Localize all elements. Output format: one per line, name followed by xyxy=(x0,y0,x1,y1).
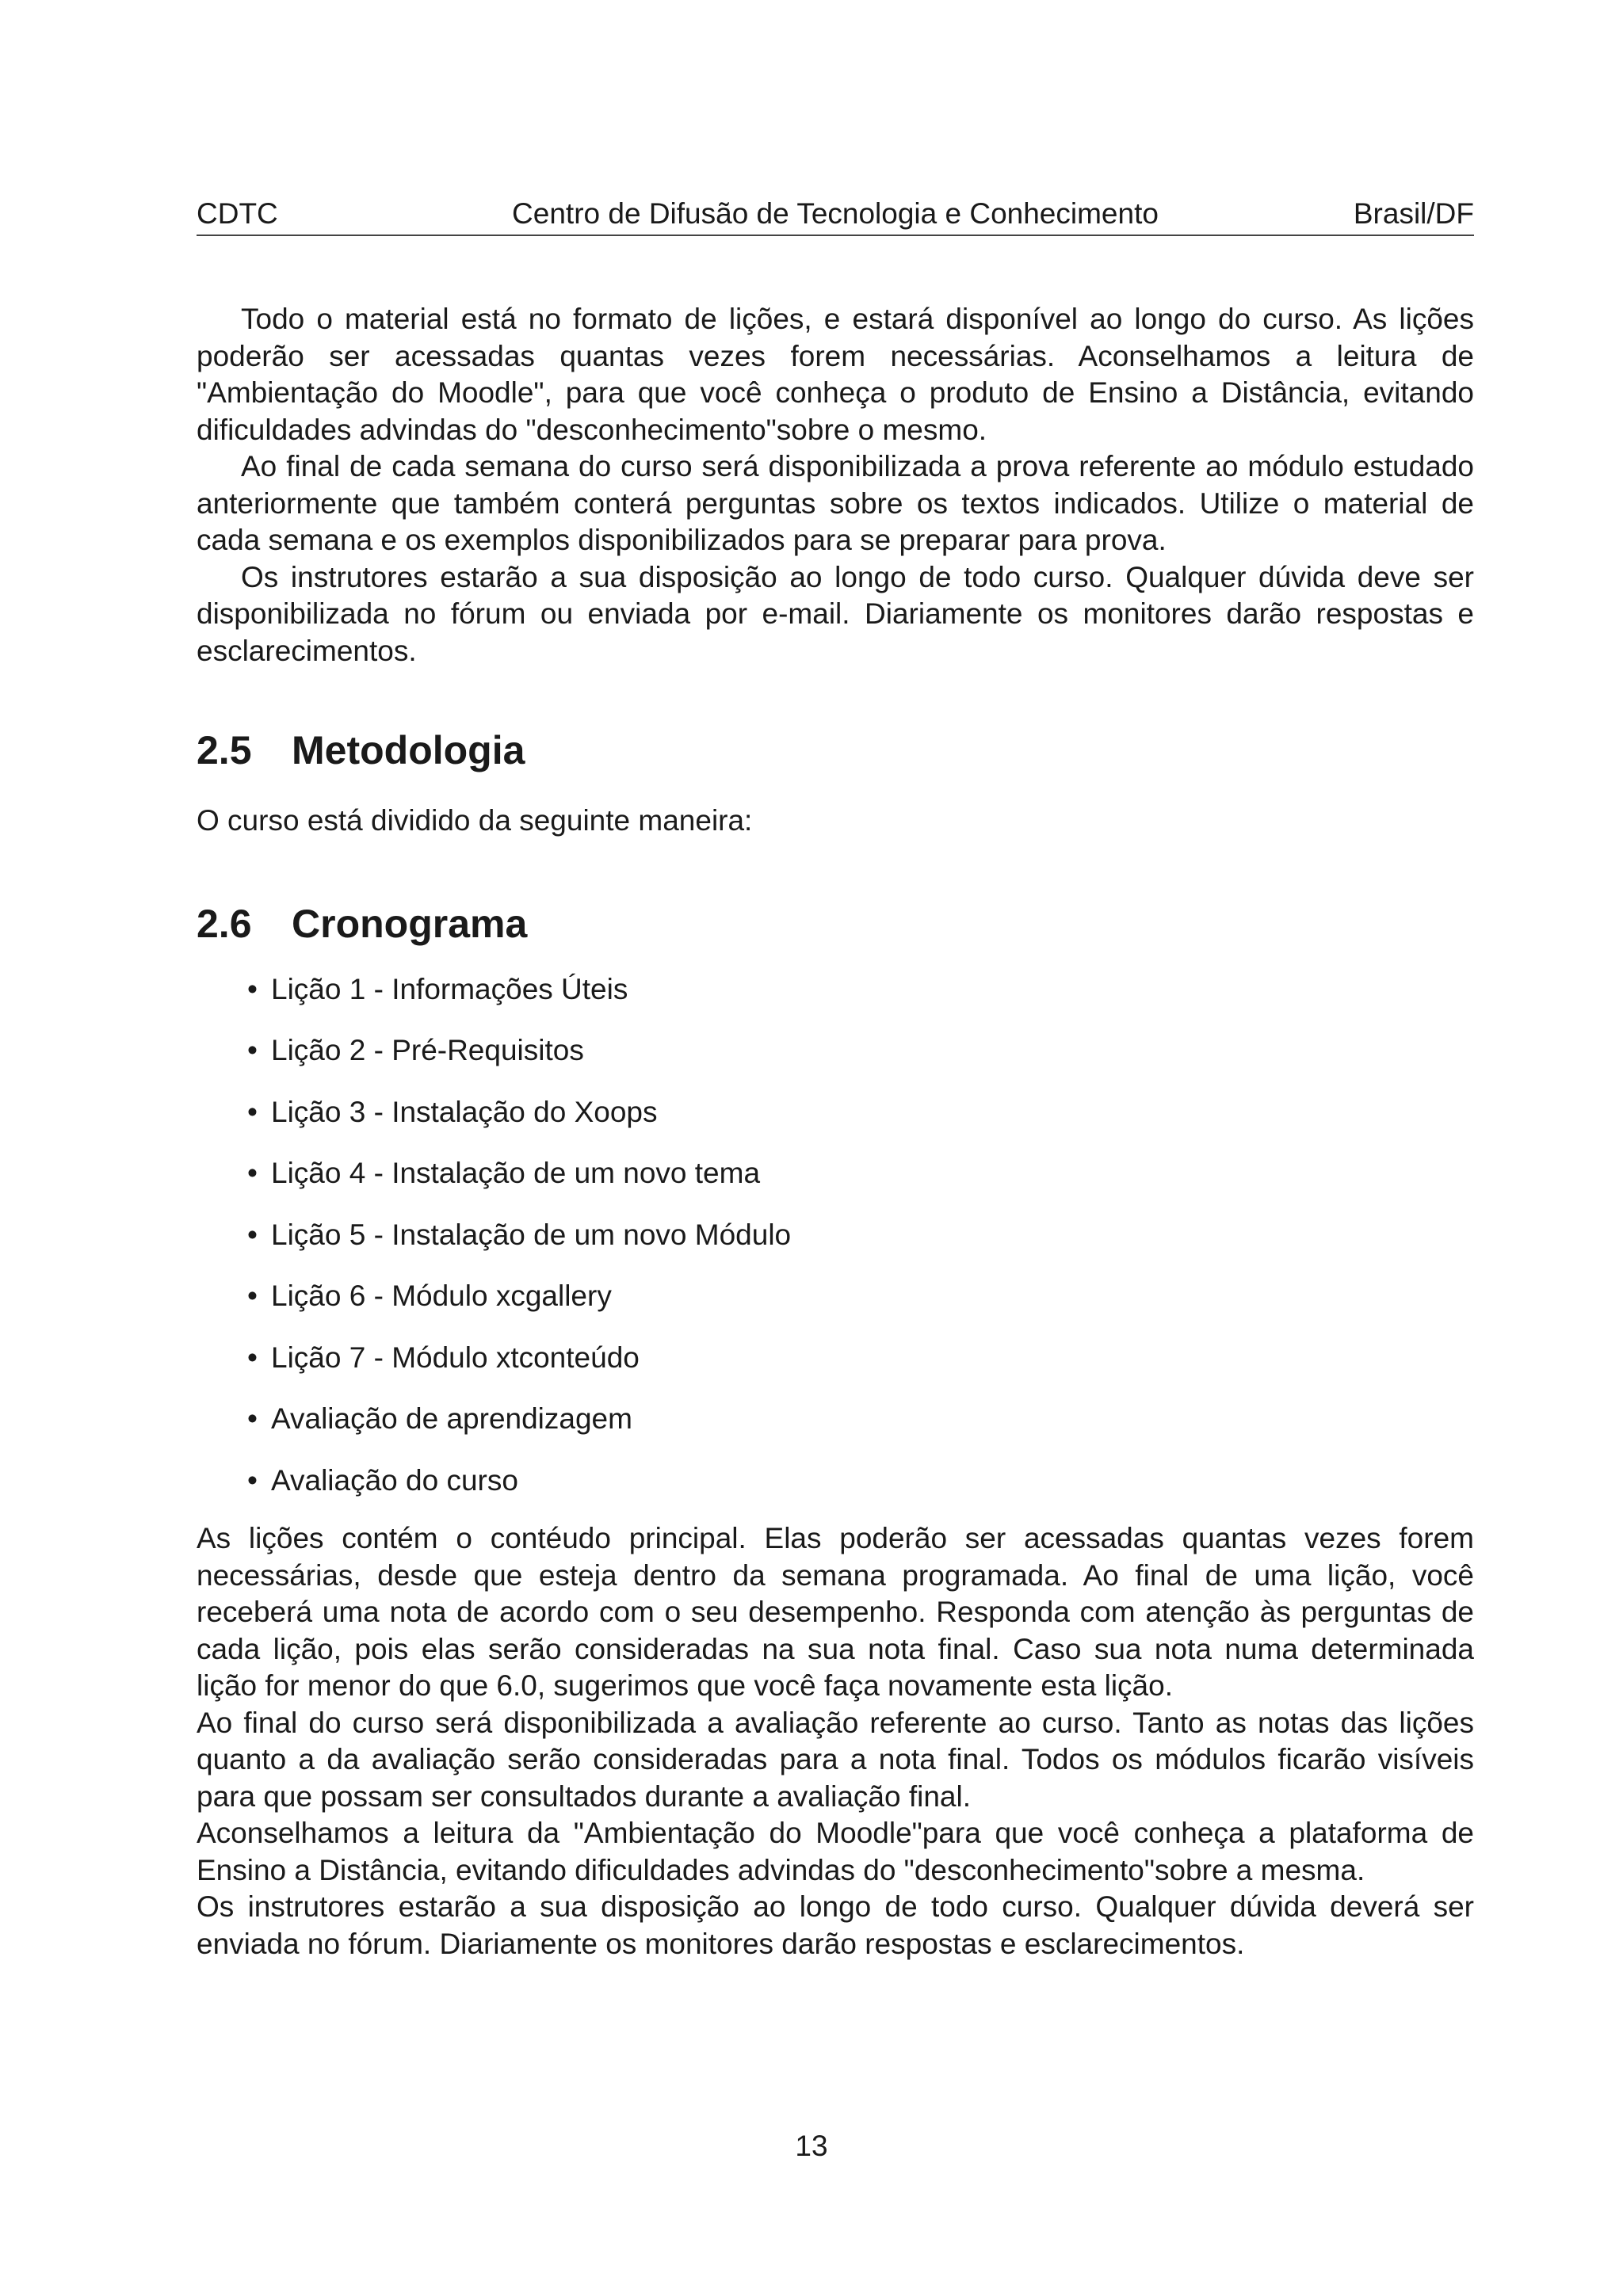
intro-paragraph-1: Todo o material está no formato de lições, e estará disponível ao longo do curso. As lições poderão ser acessadas quantas vezes forem necessárias. Aconselhamos a leitura de "Ambientação do Moodle", para que você conheça o produto de Ensino a Distância, evitando dificuldades advindas do "desconhecimento"sobre o mesmo. xyxy=(197,303,1474,446)
section-title: Cronograma xyxy=(292,901,528,946)
section-title: Metodologia xyxy=(292,728,525,772)
section-heading-metodologia xyxy=(197,727,1474,774)
header-center: Centro de Difusão de Tecnologia e Conhecimento xyxy=(512,197,1159,230)
header-right: Brasil/DF xyxy=(1353,197,1474,230)
bullet-icon: • xyxy=(247,1280,258,1312)
page-number: 13 xyxy=(795,2130,828,2162)
list-item: • Avaliação do curso xyxy=(197,1463,1474,1524)
intro-paragraph-3: Os instrutores estarão a sua disposição ao longo de todo curso. Qualquer dúvida deve ser disponibilizada no fórum ou enviada por e-mail. Diariamente os monitores darão respostas e esclarecimentos. xyxy=(197,560,1474,667)
section-number: 2.6 xyxy=(197,901,252,946)
header-left: CDTC xyxy=(197,197,278,230)
section-number: 2.5 xyxy=(197,728,252,772)
bullet-icon: • xyxy=(247,1218,258,1251)
section-heading-cronograma xyxy=(197,900,1474,948)
cronograma-paragraph-3: Aconselhamos a leitura da "Ambientação do Moodle"para que você conheça a plataforma de Ensino a Distância, evitando dificuldades advindas do "desconhecimento"sobre a mesma. xyxy=(197,1817,1474,1886)
bullet-icon: • xyxy=(247,1095,258,1128)
page-body xyxy=(197,301,1474,1962)
bullet-icon: • xyxy=(247,1341,258,1374)
cronograma-list xyxy=(197,971,1474,1524)
list-item: • Lição 2 - Pré-Requisitos xyxy=(197,1032,1474,1094)
bullet-icon: • xyxy=(247,1463,258,1497)
list-item: • Lição 5 - Instalação de um novo Módulo xyxy=(197,1217,1474,1279)
list-item: • Lição 4 - Instalação de um novo tema xyxy=(197,1155,1474,1217)
cronograma-paragraph-2: Ao final do curso será disponibilizada a avaliação referente ao curso. Tanto as notas das lições quanto a da avaliação serão consideradas para a nota final. Todos os módulos ficarão visíveis para que possam ser consultados durante a avaliação final. xyxy=(197,1706,1474,1813)
list-item: • Lição 1 - Informações Úteis xyxy=(197,971,1474,1033)
bullet-icon: • xyxy=(247,1157,258,1189)
intro-paragraph-2: Ao final de cada semana do curso será disponibilizada a prova referente ao módulo estudado anteriormente que também conterá perguntas sobre os textos indicados. Utilize o material de cada semana e os exemplos disponibilizados para se preparar para prova. xyxy=(197,450,1474,556)
cronograma-paragraph-4: Os instrutores estarão a sua disposição ao longo de todo curso. Qualquer dúvida deverá ser enviada no fórum. Diariamente os monitores darão respostas e esclarecimentos. xyxy=(197,1890,1474,1960)
list-item: • Lição 7 - Módulo xtconteúdo xyxy=(197,1340,1474,1402)
metodologia-paragraph: O curso está dividido da seguinte maneira: xyxy=(197,804,753,837)
cronograma-paragraph-1: As lições contém o contéudo principal. Elas poderão ser acessadas quantas vezes forem necessárias, desde que esteja dentro da semana programada. Ao final de uma lição, você receberá uma nota de acordo com o seu desempenho. Responda com atenção às perguntas de cada lição, pois elas serão consideradas na sua nota final. Caso sua nota numa determinada lição for menor do que 6.0, sugerimos que você faça novamente esta lição. xyxy=(197,1522,1474,1702)
list-item: • Avaliação de aprendizagem xyxy=(197,1401,1474,1463)
bullet-icon: • xyxy=(247,1402,258,1435)
list-item: • Lição 3 - Instalação do Xoops xyxy=(197,1094,1474,1156)
bullet-icon: • xyxy=(247,1034,258,1066)
list-item: • Lição 6 - Módulo xcgallery xyxy=(197,1278,1474,1340)
running-header xyxy=(197,193,1474,236)
bullet-icon: • xyxy=(247,972,258,1005)
cronograma-text xyxy=(197,1520,1474,1962)
